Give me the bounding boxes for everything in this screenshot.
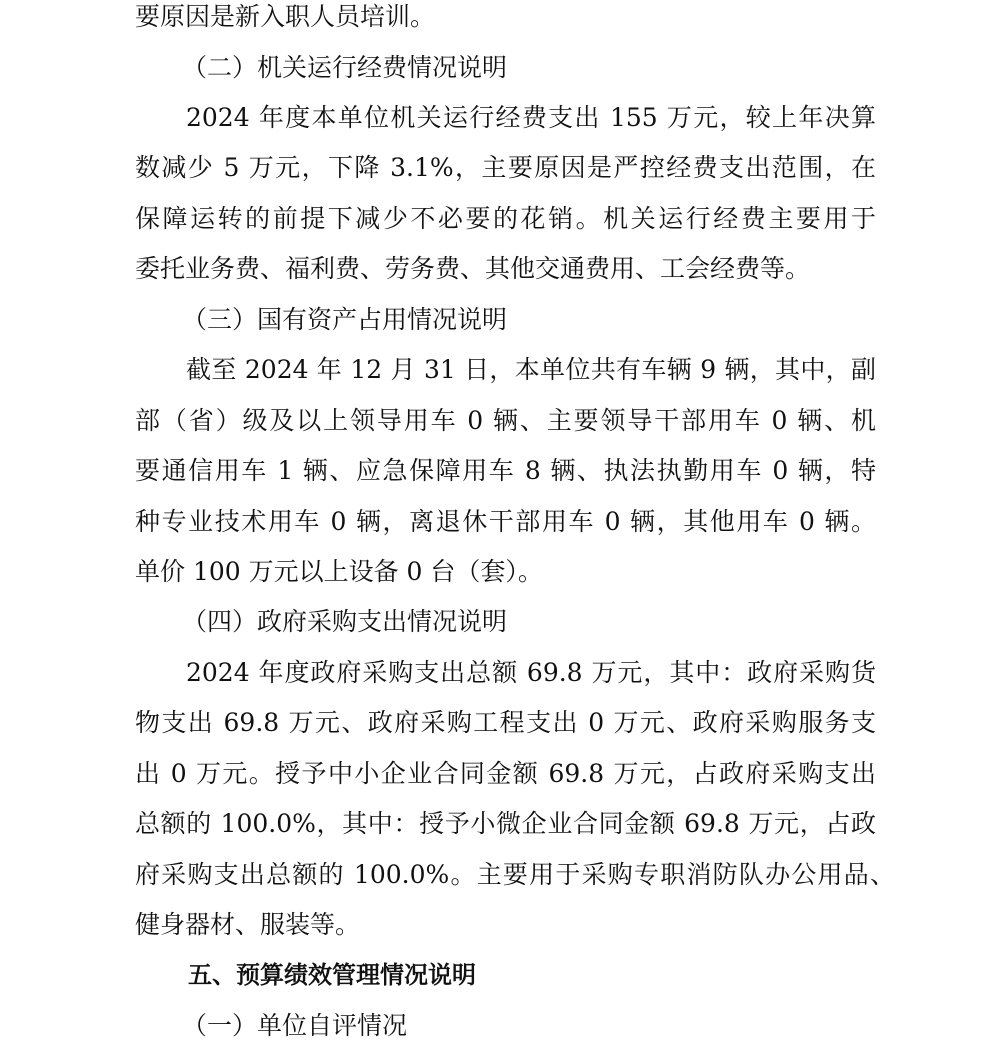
paragraph-line: 府采购支出总额的 100.0%。主要用于采购专职消防队办公用品、 bbox=[135, 860, 895, 889]
section-heading: （三）国有资产占用情况说明 bbox=[182, 305, 508, 334]
paragraph-line: 截至 2024 年 12 月 31 日，本单位共有车辆 9 辆，其中，副 bbox=[186, 355, 876, 384]
paragraph-line: 数减少 5 万元，下降 3.1%，主要原因是严控经费支出范围，在 bbox=[135, 153, 876, 182]
paragraph-line: 2024 年度政府采购支出总额 69.8 万元，其中：政府采购货 bbox=[186, 658, 876, 687]
section-heading: （一）单位自评情况 bbox=[182, 1011, 408, 1040]
paragraph-line: 部（省）级及以上领导用车 0 辆、主要领导干部用车 0 辆、机 bbox=[135, 406, 876, 435]
paragraph-line: 总额的 100.0%，其中：授予小微企业合同金额 69.8 万元，占政 bbox=[135, 809, 876, 838]
paragraph-line: 种专业技术用车 0 辆，离退休干部用车 0 辆，其他用车 0 辆。 bbox=[135, 507, 876, 536]
paragraph-line: 委托业务费、福利费、劳务费、其他交通费用、工会经费等。 bbox=[135, 254, 811, 283]
paragraph-line: 2024 年度本单位机关运行经费支出 155 万元，较上年决算 bbox=[186, 103, 876, 132]
section-heading: （二）机关运行经费情况说明 bbox=[182, 53, 508, 82]
text-line: 要原因是新入职人员培训。 bbox=[135, 2, 436, 31]
paragraph-line: 健身器材、服装等。 bbox=[135, 910, 361, 939]
paragraph-line: 要通信用车 1 辆、应急保障用车 8 辆、执法执勤用车 0 辆，特 bbox=[135, 456, 876, 485]
section-heading: （四）政府采购支出情况说明 bbox=[182, 607, 508, 636]
chapter-heading: 五、预算绩效管理情况说明 bbox=[188, 961, 476, 989]
paragraph-line: 物支出 69.8 万元、政府采购工程支出 0 万元、政府采购服务支 bbox=[135, 708, 876, 737]
paragraph-line: 出 0 万元。授予中小企业合同金额 69.8 万元，占政府采购支出 bbox=[135, 759, 876, 788]
paragraph-line: 单价 100 万元以上设备 0 台（套）。 bbox=[135, 557, 543, 586]
paragraph-line: 保障运转的前提下减少不必要的花销。机关运行经费主要用于 bbox=[135, 204, 876, 233]
